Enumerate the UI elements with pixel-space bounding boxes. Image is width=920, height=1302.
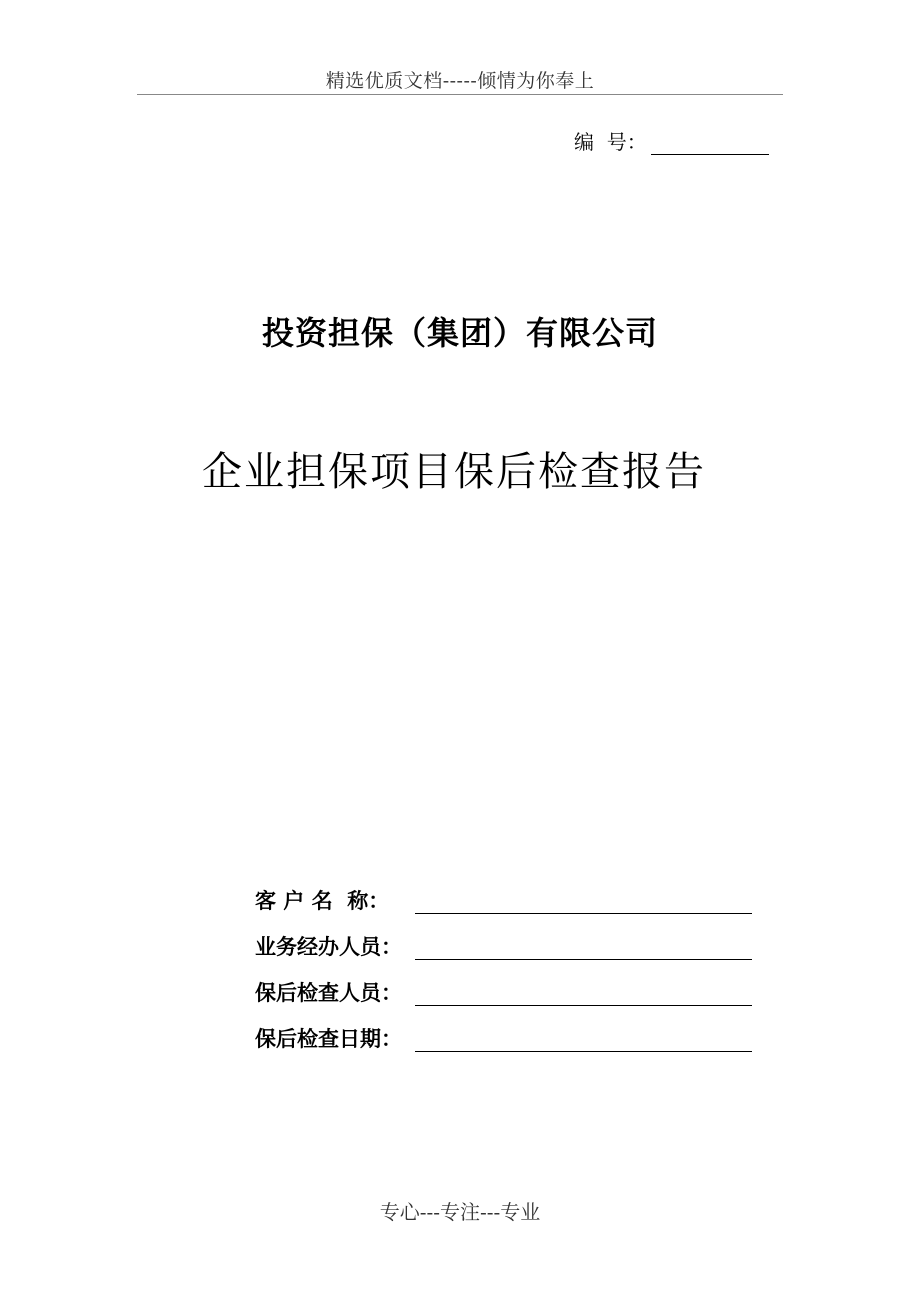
inspector-label: 保后检查人员：	[255, 981, 402, 1005]
serial-number-blank[interactable]	[651, 134, 769, 155]
page-header-text: 精选优质文档-----倾情为你奉上	[325, 70, 595, 92]
handler-row	[255, 916, 752, 962]
serial-number-label: 编 号：	[574, 130, 647, 154]
inspection-date-label: 保后检查日期：	[255, 1027, 402, 1051]
header-divider	[137, 94, 783, 95]
customer-name-row	[255, 870, 752, 916]
inspector-row	[255, 962, 752, 1008]
inspection-date-blank[interactable]	[415, 1025, 752, 1052]
inspection-date-row	[255, 1008, 752, 1054]
customer-name-blank[interactable]	[415, 887, 752, 914]
customer-name-label: 客 户 名 称：	[255, 889, 390, 913]
serial-number-field	[574, 126, 769, 155]
handler-blank[interactable]	[415, 933, 752, 960]
page-footer-text: 专心---专注---专业	[379, 1200, 541, 1224]
company-name: 投资担保（集团）有限公司	[261, 314, 658, 352]
report-title: 企业担保项目保后检查报告	[202, 449, 706, 495]
handler-label: 业务经办人员：	[255, 935, 402, 959]
form-fields	[255, 870, 752, 1054]
inspector-blank[interactable]	[415, 979, 752, 1006]
